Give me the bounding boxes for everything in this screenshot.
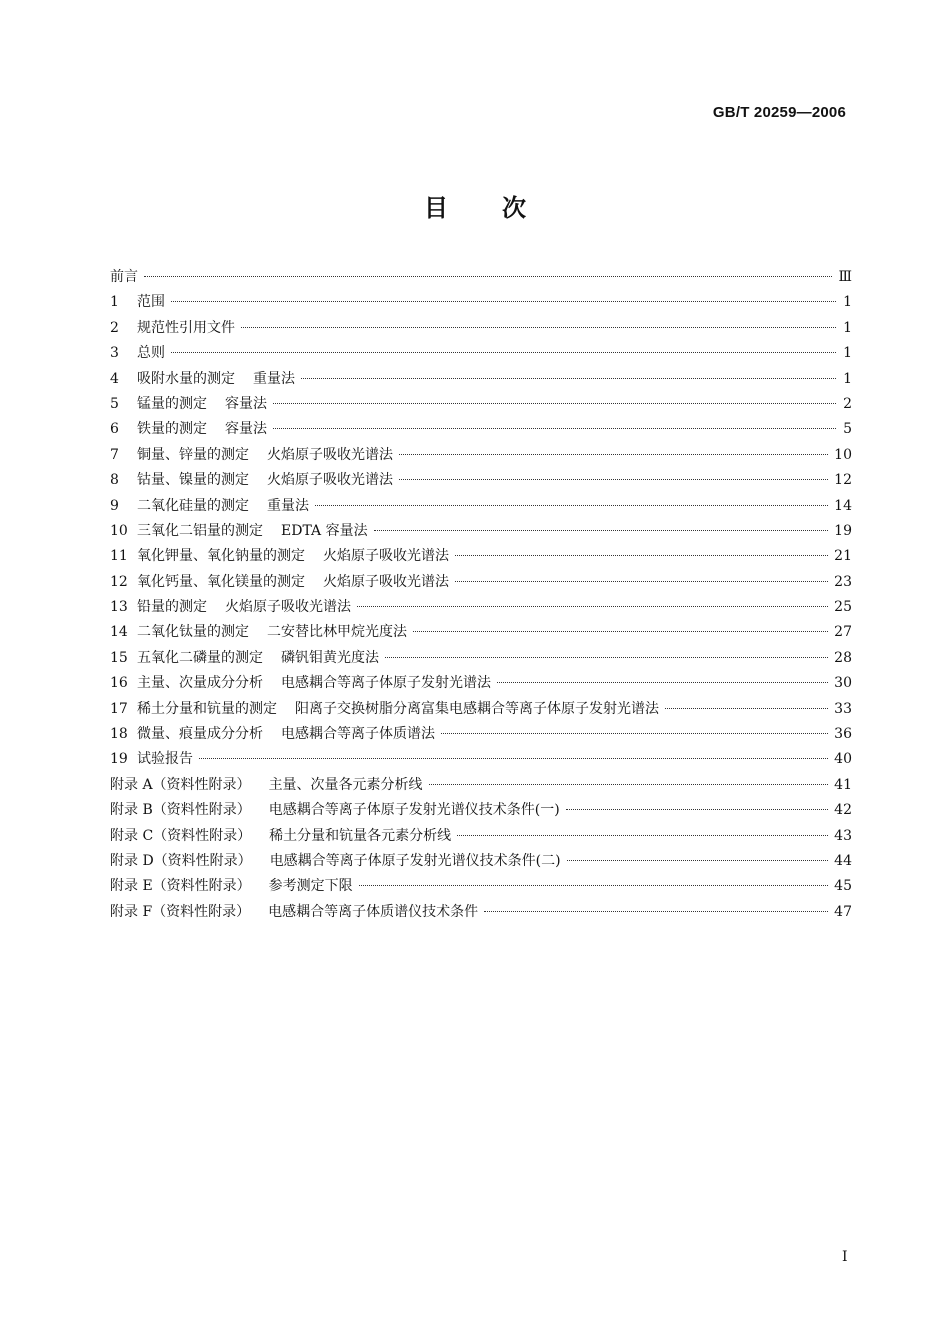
toc-entry-page: Ⅲ — [838, 269, 852, 285]
toc-dot-leader — [374, 530, 829, 531]
toc-entry-method: 电感耦合等离子体原子发射光谱仪技术条件(二) — [269, 852, 561, 869]
toc-entry-title: 附录 E（资料性附录） — [110, 878, 251, 895]
toc-entry-number: 19 — [110, 751, 128, 768]
toc-entry-title: 附录 A（资料性附录） — [110, 776, 251, 793]
toc-entry-title: 附录 B（资料性附录） — [110, 802, 251, 819]
toc-entry-number: 10 — [110, 522, 128, 539]
toc-dot-leader — [357, 606, 828, 607]
toc-entry-page: 27 — [834, 624, 852, 641]
toc-entry-title: 附录 C（资料性附录） — [110, 827, 252, 844]
toc-entry-title: 稀土分量和钪量的测定 — [137, 700, 277, 717]
toc-entry[interactable] — [110, 824, 852, 849]
toc-entry-page: 1 — [843, 294, 852, 311]
toc-entry-title: 氧化钙量、氧化镁量的测定 — [137, 573, 305, 590]
toc-entry-number: 13 — [110, 599, 128, 616]
toc-entry-title: 附录 F（资料性附录） — [110, 903, 251, 920]
toc-dot-leader — [566, 809, 828, 810]
toc-entry-title: 总则 — [137, 345, 165, 362]
toc-entry-number: 11 — [110, 548, 128, 565]
standard-code: GB/T 20259—2006 — [712, 104, 846, 121]
toc-entry[interactable] — [110, 620, 852, 645]
toc-dot-leader — [399, 479, 828, 480]
toc-dot-leader — [359, 885, 829, 886]
toc-dot-leader — [199, 758, 828, 759]
toc-dot-leader — [171, 301, 836, 302]
toc-entry-method: 电感耦合等离子体原子发射光谱法 — [281, 675, 491, 692]
toc-entry-title: 附录 D（资料性附录） — [110, 852, 252, 869]
toc-entry-number: 18 — [110, 726, 128, 743]
toc-dot-leader — [457, 835, 828, 836]
toc-entry[interactable] — [110, 646, 852, 671]
toc-entry-title: 规范性引用文件 — [137, 319, 235, 336]
toc-entry[interactable] — [110, 341, 852, 366]
toc-entry-title: 主量、次量成分分析 — [137, 675, 263, 692]
toc-entry-page: 1 — [843, 319, 852, 336]
toc-entry-page: 43 — [834, 827, 852, 844]
page-title: 目次 — [424, 193, 580, 222]
toc-entry[interactable] — [110, 443, 852, 468]
toc-entry-method: 火焰原子吸收光谱法 — [225, 599, 351, 616]
toc-entry-title: 钴量、镍量的测定 — [137, 472, 249, 489]
toc-entry-page: 23 — [834, 573, 852, 590]
toc-entry[interactable] — [110, 417, 852, 442]
toc-entry-number: 17 — [110, 700, 128, 717]
toc-entry[interactable] — [110, 671, 852, 696]
toc-entry[interactable] — [110, 367, 852, 392]
toc-entry-page: 41 — [834, 776, 852, 793]
toc-dot-leader — [484, 911, 828, 912]
toc-entry-method: 参考测定下限 — [268, 878, 353, 895]
toc-entry-title: 前言 — [110, 269, 138, 285]
toc-entry-page: 30 — [834, 675, 852, 692]
toc-dot-leader — [567, 860, 829, 861]
toc-entry[interactable] — [110, 494, 852, 519]
toc-entry-method: 阳离子交换树脂分离富集电感耦合等离子体原子发射光谱法 — [295, 700, 659, 717]
toc-entry-method: 火焰原子吸收光谱法 — [267, 446, 393, 463]
toc-entry[interactable] — [110, 697, 852, 722]
toc-dot-leader — [665, 708, 828, 709]
toc-entry-method: 电感耦合等离子体质谱法 — [281, 726, 435, 743]
toc-entry-method: 稀土分量和钪量各元素分析线 — [269, 827, 452, 844]
toc-entry[interactable] — [110, 468, 852, 493]
toc-entry-page: 47 — [834, 903, 852, 920]
toc-entry-number: 9 — [110, 497, 119, 514]
toc-dot-leader — [497, 682, 828, 683]
toc-entry[interactable] — [110, 595, 852, 620]
toc-entry[interactable] — [110, 316, 852, 341]
toc-dot-leader — [455, 555, 828, 556]
toc-dot-leader — [385, 657, 828, 658]
toc-entry-page: 5 — [843, 421, 852, 438]
toc-entry-title: 吸附水量的测定 — [137, 370, 235, 387]
toc-entry-page: 1 — [843, 345, 852, 362]
toc-entry-page: 14 — [834, 497, 852, 514]
toc-entry-page: 1 — [843, 370, 852, 387]
toc-entry-title: 铁量的测定 — [137, 421, 207, 438]
toc-entry[interactable] — [110, 544, 852, 569]
toc-entry-number: 14 — [110, 624, 128, 641]
toc-dot-leader — [399, 454, 828, 455]
toc-entry-method: 电感耦合等离子体原子发射光谱仪技术条件(一) — [268, 802, 560, 819]
toc-entry-number: 5 — [110, 395, 119, 412]
toc-entry-method: 火焰原子吸收光谱法 — [323, 548, 449, 565]
toc-entry-page: 2 — [843, 395, 852, 412]
toc-entry-title: 二氧化钛量的测定 — [137, 624, 249, 641]
toc-dot-leader — [413, 631, 828, 632]
toc-entry-page: 10 — [834, 446, 852, 463]
toc-entry-page: 19 — [834, 522, 852, 539]
toc-entry-method: 电感耦合等离子体质谱仪技术条件 — [268, 903, 479, 920]
toc-entry-number: 1 — [110, 294, 119, 311]
toc-entry-page: 21 — [834, 548, 852, 565]
toc-entry-number: 3 — [110, 345, 119, 362]
toc-entry-number: 16 — [110, 675, 128, 692]
toc-entry-method: 磷钒钼黄光度法 — [281, 649, 379, 666]
toc-entry-title: 二氧化硅量的测定 — [137, 497, 249, 514]
toc-dot-leader — [273, 403, 836, 404]
toc-entry-method: 容量法 — [225, 395, 267, 412]
toc-entry-title: 五氧化二磷量的测定 — [137, 649, 263, 666]
toc-dot-leader — [171, 352, 836, 353]
toc-entry[interactable] — [110, 570, 852, 595]
page-number: I — [842, 1249, 848, 1265]
toc-entry-page: 36 — [834, 726, 852, 743]
toc-entry[interactable] — [110, 265, 852, 290]
toc-entry-number: 4 — [110, 370, 119, 387]
toc-entry-title: 试验报告 — [137, 751, 193, 768]
toc-entry[interactable] — [110, 290, 852, 315]
toc-entry-number: 8 — [110, 472, 119, 489]
toc-dot-leader — [441, 733, 828, 734]
toc-entry-title: 氧化钾量、氧化钠量的测定 — [137, 548, 305, 565]
toc-dot-leader — [273, 428, 836, 429]
toc-entry-page: 25 — [834, 599, 852, 616]
table-of-contents — [110, 265, 852, 925]
toc-entry-page: 12 — [834, 472, 852, 489]
toc-entry-title: 微量、痕量成分分析 — [137, 726, 263, 743]
toc-dot-leader — [144, 276, 832, 277]
toc-entry-method: 火焰原子吸收光谱法 — [323, 573, 449, 590]
toc-entry-page: 44 — [834, 852, 852, 869]
toc-dot-leader — [315, 505, 828, 506]
toc-entry[interactable] — [110, 392, 852, 417]
toc-entry-number: 12 — [110, 573, 128, 590]
toc-entry-page: 40 — [834, 751, 852, 768]
toc-entry-method: EDTA 容量法 — [281, 522, 368, 539]
toc-dot-leader — [455, 581, 828, 582]
toc-entry-method: 重量法 — [267, 497, 309, 514]
toc-entry-page: 42 — [834, 802, 852, 819]
toc-entry-page: 28 — [834, 649, 852, 666]
toc-entry-number: 15 — [110, 649, 128, 666]
toc-entry-title: 范围 — [137, 294, 165, 311]
toc-entry-method: 二安替比林甲烷光度法 — [267, 624, 407, 641]
toc-entry-title: 铅量的测定 — [137, 599, 207, 616]
toc-dot-leader — [301, 378, 836, 379]
toc-entry-method: 火焰原子吸收光谱法 — [267, 472, 393, 489]
toc-entry-page: 33 — [834, 700, 852, 717]
toc-entry-method: 主量、次量各元素分析线 — [268, 776, 423, 793]
toc-dot-leader — [241, 327, 836, 328]
toc-entry[interactable] — [110, 798, 852, 823]
toc-entry-number: 7 — [110, 446, 119, 463]
toc-entry-page: 45 — [834, 878, 852, 895]
toc-entry-method: 重量法 — [253, 370, 295, 387]
toc-entry-title: 三氧化二铝量的测定 — [137, 522, 263, 539]
toc-entry[interactable] — [110, 874, 852, 899]
toc-entry-number: 2 — [110, 319, 119, 336]
toc-entry[interactable] — [110, 519, 852, 544]
toc-entry[interactable] — [110, 849, 852, 874]
toc-entry-title: 锰量的测定 — [137, 395, 207, 412]
toc-entry-method: 容量法 — [225, 421, 267, 438]
toc-entry[interactable] — [110, 900, 852, 925]
toc-entry[interactable] — [110, 747, 852, 772]
toc-entry-title: 铜量、锌量的测定 — [137, 446, 249, 463]
toc-entry-number: 6 — [110, 421, 119, 438]
toc-entry[interactable] — [110, 773, 852, 798]
toc-entry[interactable] — [110, 722, 852, 747]
toc-dot-leader — [429, 784, 829, 785]
